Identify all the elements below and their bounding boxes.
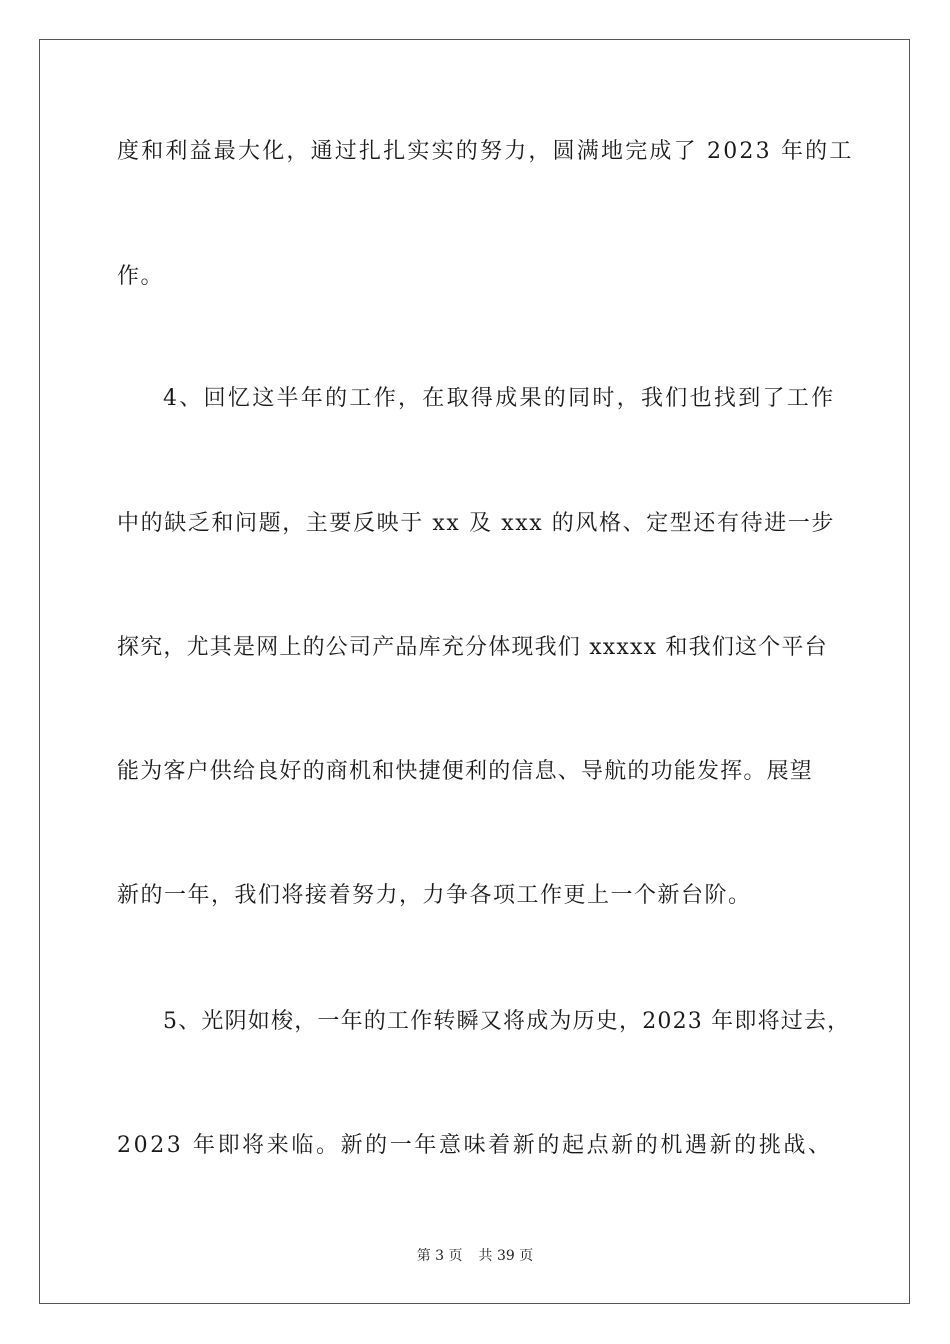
page-total: 共 39 页 [478, 1248, 534, 1264]
paragraph-line: 度和利益最大化，通过扎扎实实的努力，圆满地完成了 2023 年的工 [117, 139, 854, 164]
paragraph-line: 作。 [117, 264, 165, 289]
paragraph-line: 4、回忆这半年的工作，在取得成果的同时，我们也找到了工作 [163, 386, 836, 411]
page-border [39, 39, 910, 1304]
paragraph-line: 中的缺乏和问题，主要反映于 xx 及 xxx 的风格、定型还有待进一步 [117, 511, 836, 536]
paragraph-line: 2023 年即将来临。新的一年意味着新的起点新的机遇新的挑战、 [117, 1133, 833, 1158]
paragraph-line: 探究，尤其是网上的公司产品库充分体现我们 xxxxx 和我们这个平台 [117, 635, 828, 660]
page-number: 第 3 页 [416, 1248, 463, 1264]
paragraph-line: 5、光阴如梭，一年的工作转瞬又将成为历史，2023 年即将过去， [163, 1009, 851, 1034]
paragraph-line: 新的一年，我们将接着努力，力争各项工作更上一个新台阶。 [117, 883, 752, 908]
paragraph-line: 能为客户供给良好的商机和快捷便利的信息、导航的功能发挥。展望 [117, 759, 814, 784]
page-footer [0, 1247, 950, 1265]
